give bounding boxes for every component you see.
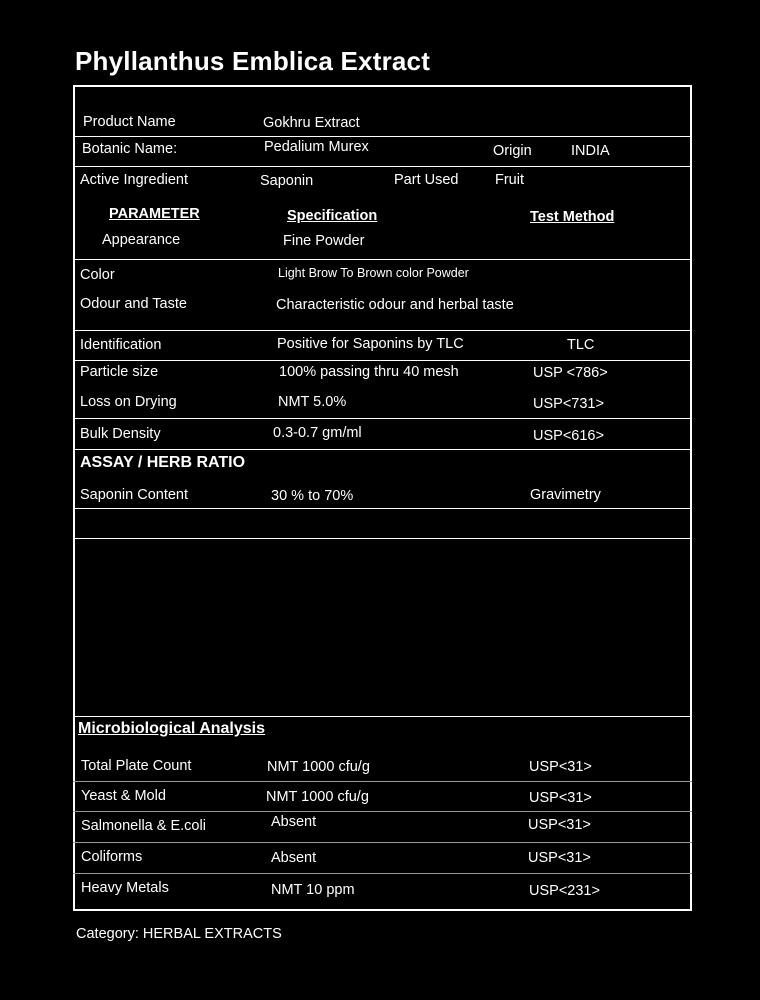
origin-label: Origin (493, 143, 532, 159)
param-identification: Identification (80, 337, 162, 353)
param-particle-size: Particle size (80, 364, 159, 380)
spec-appearance: Fine Powder (283, 233, 365, 249)
row-divider (73, 136, 692, 137)
active-ingredient-label: Active Ingredient (80, 172, 189, 188)
row-divider (73, 508, 692, 509)
param-salmonella: Salmonella & E.coli (81, 818, 206, 834)
method-coliforms: USP<31> (528, 850, 591, 866)
spec-identification: Positive for Saponins by TLC (277, 336, 464, 352)
param-odour: Odour and Taste (80, 296, 187, 312)
active-ingredient-value: Saponin (260, 173, 314, 189)
row-divider (73, 781, 692, 782)
spec-bulk-density: 0.3-0.7 gm/ml (273, 425, 362, 441)
param-coliforms: Coliforms (81, 849, 143, 865)
column-header-specification: Specification (287, 208, 378, 224)
edge-tick (73, 597, 75, 598)
row-divider (73, 842, 692, 843)
spec-salmonella: Absent (271, 814, 317, 830)
edge-tick (690, 686, 692, 687)
assay-heading: ASSAY / HERB RATIO (80, 454, 246, 471)
product-name-label: Product Name (83, 114, 176, 130)
method-loss-on-drying: USP<731> (533, 396, 604, 412)
row-divider (73, 716, 692, 717)
method-particle-size: USP <786> (533, 365, 608, 381)
micro-heading: Microbiological Analysis (78, 720, 266, 737)
param-yeast-mold: Yeast & Mold (81, 788, 166, 804)
method-total-plate-count: USP<31> (529, 759, 592, 775)
category (76, 926, 282, 942)
spec-heavy-metals: NMT 10 ppm (271, 882, 355, 898)
row-divider (73, 259, 692, 260)
spec-coliforms: Absent (271, 850, 317, 866)
origin-value: INDIA (571, 143, 610, 159)
param-total-plate-count: Total Plate Count (81, 758, 192, 774)
method-bulk-density: USP<616> (533, 428, 604, 444)
row-divider (73, 360, 692, 361)
edge-tick (690, 597, 692, 598)
spec-total-plate-count: NMT 1000 cfu/g (267, 759, 370, 775)
category-label: Category: (76, 926, 139, 942)
method-yeast-mold: USP<31> (529, 790, 592, 806)
botanic-name-value: Pedalium Murex (264, 139, 369, 155)
spec-particle-size: 100% passing thru 40 mesh (279, 364, 459, 380)
column-header-parameter: PARAMETER (109, 206, 200, 222)
param-appearance: Appearance (102, 232, 181, 248)
edge-tick (73, 686, 75, 687)
row-divider (73, 166, 692, 167)
spec-color: Light Brow To Brown color Powder (278, 266, 469, 280)
row-divider (73, 538, 692, 539)
param-saponin-content: Saponin Content (80, 487, 189, 503)
row-divider (73, 449, 692, 450)
param-color: Color (80, 267, 115, 283)
page-title: Phyllanthus Emblica Extract (75, 46, 431, 76)
spec-yeast-mold: NMT 1000 cfu/g (266, 789, 369, 805)
row-divider (73, 811, 692, 812)
row-divider (73, 873, 692, 874)
edge-tick (73, 627, 75, 628)
method-salmonella: USP<31> (528, 817, 591, 833)
spec-saponin-content: 30 % to 70% (271, 488, 354, 504)
part-used-value: Fruit (495, 172, 524, 188)
spec-odour: Characteristic odour and herbal taste (276, 297, 514, 313)
method-heavy-metals: USP<231> (529, 883, 600, 899)
column-header-test-method: Test Method (530, 209, 615, 225)
botanic-name-label: Botanic Name: (82, 141, 178, 157)
row-divider (73, 418, 692, 419)
param-heavy-metals: Heavy Metals (81, 880, 169, 896)
part-used-label: Part Used (394, 172, 459, 188)
method-saponin-content: Gravimetry (530, 487, 601, 503)
row-divider (73, 330, 692, 331)
method-identification: TLC (567, 337, 595, 353)
product-name-value: Gokhru Extract (263, 115, 360, 131)
param-bulk-density: Bulk Density (80, 426, 161, 442)
param-loss-on-drying: Loss on Drying (80, 394, 177, 410)
category-link[interactable]: HERBAL EXTRACTS (142, 926, 282, 942)
edge-tick (690, 627, 692, 628)
spec-loss-on-drying: NMT 5.0% (278, 394, 347, 410)
